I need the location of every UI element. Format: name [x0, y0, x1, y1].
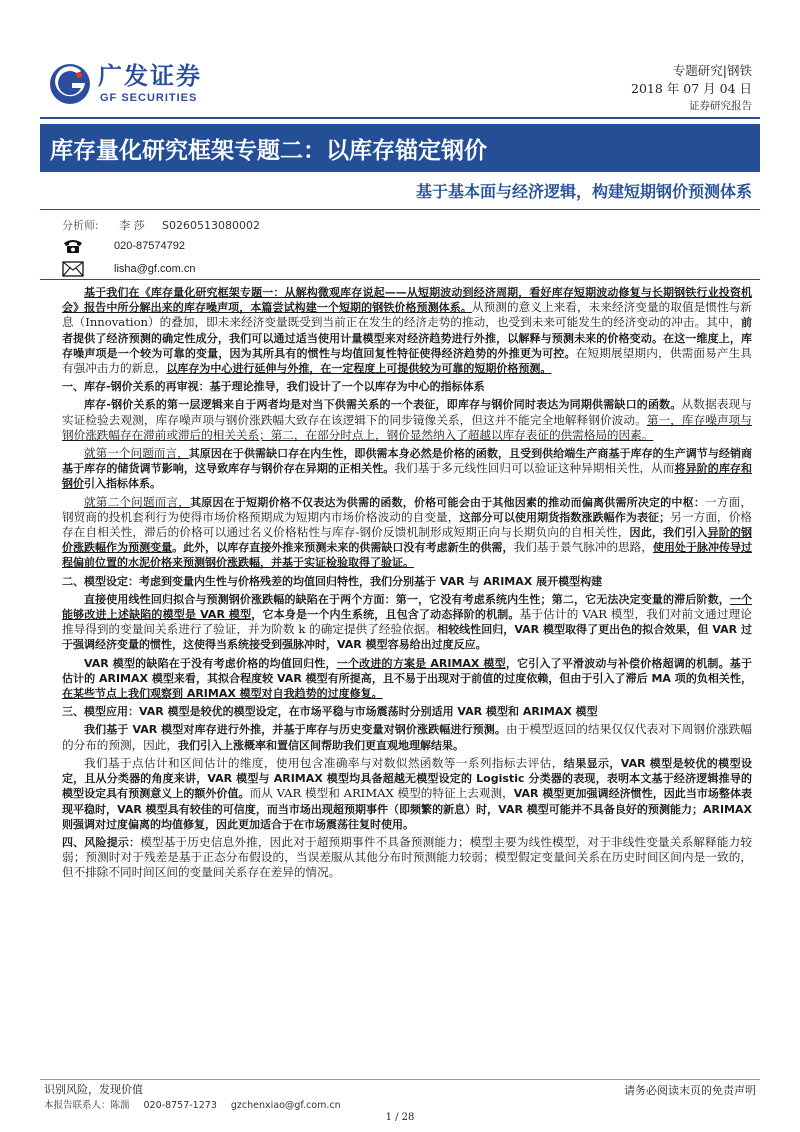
summary-body — [62, 285, 752, 884]
footer-contact-email[interactable]: gzchenxiao@gf.com.cn — [230, 1100, 341, 1111]
footer-left — [44, 1082, 355, 1114]
paragraph-s3-a: 我们基于 VAR 模型对库存进行外推，并基于库存与历史变量对钢价涨跌幅进行预测。由于模型返回的结果仅仅代表对下周钢价涨跌幅的分布的预测，因此，我们引入上涨概率和置信区间帮助我们更直观地理解结果。 — [62, 722, 752, 752]
footer-contact: 本报告联系人：陈湍 020-8757-1273 gzchenxiao@gf.com.cn — [44, 1100, 341, 1111]
paragraph-intro: 基于我们在《库存量化研究框架专题一：从解构微观库存说起——从短期波动到经济周期，看好库存短期波动修复与长期钢铁行业投资机会》报告中所分解出来的库存噪声项，本篇尝试构建一个短期的钢铁价格预测体系。从预测的意义上来看，未来经济变量的取值是惯性与新息（Innovation）的叠加，即未来经济变量既受到当前正在发生的经济走势的推动，也受到未来可能发生的经济变动的冲击。其中，前者提供了经济预测的确定性成分，我们可以通过适当使用计量模型来对经济趋势进行外推，以解释与预测未来的价格变动。在这一维度上，库存噪声项是一个较为可靠的变量，因为其所具有的惯性与均值回复性特征使得经济趋势的外推更为可控。在短期展望期内，供需面易产生具有强冲击力的新息，以库存为中心进行延伸与外推，在一定程度上可提供较为可靠的短期价格预测。 — [62, 286, 752, 376]
section-2-title: 二、模型设定：考虑到变量内生性与价格残差的均值回归特性，我们分别基于 VAR 与 ARIMAX 展开模型构建 — [62, 574, 603, 588]
subtitle-divider — [40, 209, 760, 210]
paragraph-s1-a: 库存-钢价关系的第一层逻辑来自于两者均是对当下供需关系的一个表征，即库存与钢价同时表达为同期供需缺口的函数。从数据表现与实证检验去观测，库存噪声项与钢价涨跌幅大致存在该逻辑下的同步镜像关系，但这并不能完全地解释钢价波动。第一，库存噪声项与钢价涨跌幅存在滞前或滞后的相关关系；第二，在部分时点上，钢价显然纳入了超越以库存表征的供需格局的因素。 — [62, 397, 752, 442]
brand-name-en: GF SECURITIES — [100, 92, 198, 104]
analyst-cert: S0260513080002 — [162, 219, 260, 232]
paragraph-s3-b: 我们基于点估计和区间估计的维度，使用包含准确率与对数似然函数等一系列指标去评估，结果显示，VAR 模型是较优的模型设定，且从分类器的角度来讲，VAR 模型与 ARIMAX 模型均具备超越无模型设定的 Logistic 分类器的表现，表明本文基于经济逻辑推导的模型设定具有预测意义上的额外价值。而从 VAR 模型和 ARIMAX 模型的特征上去观测，VAR 模型更加强调经济惯性，因此当市场整体表现平稳时，VAR 模型具有较佳的可信度，而当市场出现超预期事件（即频繁的新息）时，VAR 模型可能并不具备良好的预测能力；ARIMAX 则强调对过度偏离的均值修复，因此更加适合于在市场震荡往复时使用。 — [62, 755, 752, 831]
paragraph-s1-c: 就第二个问题而言，其原因在于短期价格不仅表达为供需的函数，价格可能会由于其他因素的推动而偏离供需所决定的中枢：一方面，钢贸商的投机套利行为使得市场价格预期成为短期内市场价格波动的自变量，这部分可以使用期货指数涨跌幅作为表征；另一方面，价格存在自相关性，滞后的价格可以通过名义价格粘性与库存-钢价反馈机制形成短期正向与长期负向的自相关性，因此，我们引入异阶的钢价涨跌幅作为预测变量。此外，以库存直接外推来预测未来的供需缺口没有考虑新生的供需，我们基于景气脉冲的思路，使用处于脉冲传导过程偏前位置的水泥价格来预测钢价涨跌幅，并基于实证检验取得了验证。 — [62, 494, 753, 570]
report-date: 2018 年 07 月 04 日 — [631, 81, 752, 96]
analyst-label: 分析师: — [62, 219, 99, 232]
report-meta — [631, 62, 752, 114]
phone-icon — [62, 238, 84, 254]
paragraph-s1-b: 就第一个问题而言，其原因在于供需缺口存在内生性，即供需本身必然是价格的函数，且受到供给端生产商基于库存的生产调节与经销商基于库存的储货调节影响，这导致库存与钢价存在异期的正相关性。我们基于多元线性回归可以验证这种异期相关性，从而将异阶的库存和钢价引入指标体系。 — [62, 446, 753, 491]
footer-slogan: 识别风险，发现价值 — [44, 1083, 143, 1096]
footer-disclaimer[interactable]: 请务必阅读末页的免责声明 — [624, 1084, 756, 1097]
analyst-phone: 020-87574792 — [114, 240, 185, 252]
paragraph-s2-a: 直接使用线性回归拟合与预测钢价涨跌幅的缺陷在于两个方面：第一，它没有考虑系统内生性；第二，它无法决定变量的滞后阶数，一个能够改进上述缺陷的模型是 VAR 模型，它本身是一个内生系统，且包含了动态择阶的机制。基于估计的 VAR 模型，我们对前文通过理论推导得到的变量间关系进行了验证，并为阶数 k 的确定提供了经验依据。相较线性回归，VAR 模型取得了更出色的拟合效果，但 VAR 过于强调经济变量的惯性，这使得当系统接受到强脉冲时，VAR 模型容易给出过度反应。 — [62, 592, 753, 652]
analyst-name: 李 莎 — [119, 219, 145, 232]
title-banner — [40, 124, 760, 172]
header-divider — [40, 117, 760, 119]
report-type: 专题研究|钢铁 — [672, 63, 752, 78]
analyst-line — [62, 217, 260, 235]
report-title: 库存量化研究框架专题二：以库存锚定钢价 — [50, 138, 487, 164]
paragraph-s2-b: VAR 模型的缺陷在于没有考虑价格的均值回归性，一个改进的方案是 ARIMAX 模型，它引入了平滑波动与补偿价格超调的机制。基于估计的 ARIMAX 模型来看，其拟合程度较 VAR 模型有所提高，且不易于出现对于前值的过度依赖，但由于引入了滞后 MA 项的负相关性，在某些节点上我们观察到 ARIMAX 模型对自我趋势的过度修复。 — [62, 656, 753, 701]
analyst-divider — [40, 279, 760, 280]
section-3-title: 三、模型应用：VAR 模型是较优的模型设定，在市场平稳与市场震荡时分别适用 VAR 模型和 ARIMAX 模型 — [62, 705, 598, 719]
page-number: 1 / 28 — [385, 1112, 415, 1123]
brand-logo — [48, 62, 208, 110]
analyst-email[interactable]: lisha@gf.com.cn — [114, 263, 196, 275]
gf-logo-icon — [48, 62, 92, 106]
paragraph-risk: 四、风险提示：模型基于历史信息外推，因此对于超预期事件不具备预测能力；模型主要为线性模型，对于非线性变量关系解释能力较弱；预测时对于残差是基于正态分布假设的，当误差服从其他分布时预测能力较弱；模型假定变量间关系在历史时间区间内是一致的，但不排除不同时间区间的变量间关系存在差异的情况。 — [62, 834, 753, 880]
footer-divider — [40, 1079, 760, 1080]
brand-name-cn: 广发证券 — [98, 62, 202, 90]
section-1-title: 一、库存-钢价关系的再审视：基于理论推导，我们设计了一个以库存为中心的指标体系 — [62, 380, 485, 394]
report-subtitle: 基于基本面与经济逻辑，构建短期钢价预测体系 — [415, 182, 752, 201]
report-kind: 证券研究报告 — [689, 100, 752, 112]
mail-icon — [62, 261, 84, 277]
